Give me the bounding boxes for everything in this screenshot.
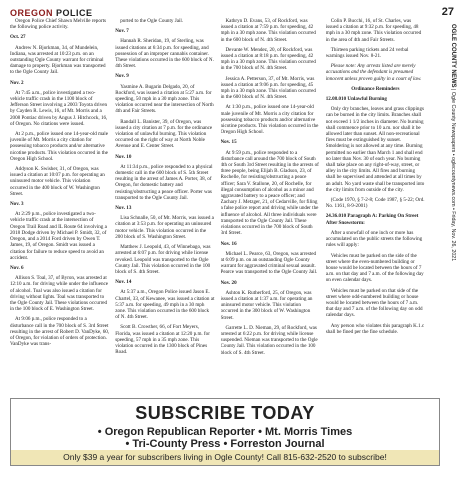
item-heading: Nov. 16 [220,240,237,247]
item-paragraph: (Code 1970, § 7-2-8; Code 1987, § 5-22; Ord. No. 1161, 8-9-2001) [325,197,425,210]
item-paragraph: Any person who violates this paragraph K.1.c shall be fined per the fine schedule. [325,322,425,335]
item-heading: Nov. 9 [115,73,129,80]
item-paragraph: Lisa Schnalle, 50, of Mt. Morris, was issued a citation at 3:53 p.m. for operating an uninsured motor vehicle. This violation occurred in the 200 block of S. Washington Street. [115,215,214,240]
page-sidebar [440,0,458,480]
item-paragraph: Vehicles must be parked on the side of the street where the even-numbered building or house would be located between the hours of 7 a.m. on that day and 7 a.m. of the following day on even calendar days. [325,252,424,284]
section-header-rest: POLICE [56,8,93,18]
item-paragraph: Jessica A. Petterson, 37, of Mt. Morris, was issued a citation at 9:06 p.m. for speeding, 45 mph in a 30 mph zone. This violation occurred in the 600 block of N. 4th Street. [220,75,316,101]
item-heading: Nov. 13 [115,205,132,212]
item-heading: Oct. 27 [10,34,26,41]
item-paragraph: After a snowfall of one inch or more has accumulated on the public streets the following rules will apply: [325,229,423,249]
item-paragraph: Please note: Any arrests listed are merely accusations and the defendant is presumed innocent unless proven guilty in a court of law. [325,63,422,82]
section-header [10,8,93,18]
item-heading: Nov. 10 [115,153,132,160]
section-header-first: OREGON [10,8,54,18]
ad-papers [11,426,439,450]
item-paragraph: At 9:06 p.m., police responded to a disturbance call in the 700 block of S. 3rd Street resulting in the arrest of Robert D. VanDyke, 60, of Oregon, for violation of orders of protection. VanDyke was trans- [10,316,110,348]
item-paragraph: ported to the Ogle County Jail. [120,18,184,24]
item-paragraph: Colin P. Bucchi, 16, of St. Charles, was issued a citation at 9:32 p.m. for speeding, 48 mph in a 30 mph zone. This violation occurred in the area of 4th and Fair Streets. [325,18,422,43]
publication-name: OGLE COUNTY NEWS [450,24,456,88]
item-paragraph: Michael L. Pearce, 63, Oregon, was arrested at 6:09 p.m. on an outstanding Ogle County warrant for aggravated criminal sexual assault. Pearce was transported to the Ogle County Jail. [220,250,318,276]
item-heading: Nov. 20 [220,279,237,286]
column-2 [115,18,214,398]
item-heading: Nov. 7 [115,28,129,35]
item-heading: 24.36.010 Paragraph A: Parking On Street After Snowstorm: [325,213,419,226]
item-paragraph: Oregon Police Chief Shawn Melville reports the following police activity. [10,18,106,31]
subscribe-ad [10,398,440,466]
column-4 [326,18,425,398]
item-paragraph: At 7:45 a.m., police investigated a two-vehicle traffic crash in the 1100 block of Jefferson Street involving a 2003 Toyota driven by Cayden R. Lewis, 16, of Mt. Morris and a 2008 Pontiac driven by Angus J. Hitchcock, 16, of Oregon. No citations were issued. [10,89,108,127]
item-paragraph: Scott B. Crowther, 66, of Fort Meyers, Florida, was issued a citation at 12:20 p.m. for speeding, 57 mph in a 35 mph zone. This violation occurred in the 1300 block of Pines Road. [115,324,210,356]
ad-title: SUBSCRIBE TODAY [135,403,315,423]
item-paragraph: Devante W. Mendez, 20, of Rockford, was issued a citation at 8:18 p.m. for speeding, 42 mph in a 30 mph zone. This violation occurred in the 700 block of N. 4th Street. [220,46,316,72]
item-paragraph: At 11:34 p.m., police responded to a physical domestic call in the 600 block of S. 5th Street resulting in the arrest of James A. Porter, 38, of Oregon, for domestic battery and resisting/obstructing a peace officer. Porter was transported to the Ogle County Jail. [115,163,213,201]
item-paragraph: Andrew N. Bjorkman, 34, of Mundelein, Indiana, was arrested at 10:23 p.m. on an outstanding Ogle County warrant for criminal damage to property. Bjorkman was transported to the Ogle County Jail. [10,44,106,76]
publication-info [442,24,456,324]
item-heading: Nov. 14 [115,279,132,286]
item-paragraph: Thirteen parking tickets and 24 verbal warnings issued Nov. 8-21. [325,46,409,60]
column-1 [10,18,109,398]
article-columns [10,18,425,398]
item-paragraph: Garrette L. D. Nieman, 29, of Rockford, was arrested at 6:22 p.m. for driving while license suspended. Nieman was transported to the Ogle County Jail. This violation occurred in the 100 block of S. 4th Street. [220,324,318,356]
ad-papers-line: • Oregon Republican Reporter • Mt. Morris Times [97,426,353,438]
item-heading: 12.08.010 Unlawful Burning [325,96,387,103]
item-paragraph: At 2 p.m., police issued one 14-year-old male juvenile of Mt. Morris a city citation for possessing tobacco products and/or alternative nicotine products. This violation occurred in the Oregon High School. [10,131,108,162]
item-paragraph: Kathryn D. Evans, 53, of Rockford, was issued a citation at 7:59 p.m. for speeding, 42 mph in a 30 mph zone. This violation occurred in the 600 block of N. 4th Street. [220,18,316,43]
item-paragraph: Ordinance Reminders [351,85,400,92]
item-paragraph: Matthew J. Leopold, 43, of Winnebago, was arrested at 6:07 p.m. for driving while license revoked. Leopold was transported to the Ogle County Jail. This violation occurred in the 100 block of S. 4th Street. [115,244,211,275]
item-paragraph: Yasmine A. Bugarin Delgado, 20, of Rockford, was issued a citation at 5:27 a.m. for speeding, 50 mph in a 30 mph zone. This violation occurred near the intersection of North 4th and Fair Streets. [115,83,214,115]
item-paragraph: Ashton K. Rutherford, 25, of Oregon, was issued a citation at 1:37 a.m. for operating an uninsured motor vehicle. This violation occurred in the 300 block of W. Washington Street. [220,289,313,321]
publication-details: | Ogle County Newspapers • oglecountynews.com • Friday, Nov. 26, 2021 [450,87,456,262]
item-paragraph: Allison S. Toal, 37, of Byron, was arrested at 12:10 a.m. for driving while under the influence of alcohol. Toal was also issued a citation for driving without lights. Toal was transported to the Ogle County Jail. These violations occurred in the 100 block of E. Washington Street. [10,275,109,313]
ad-papers-line: • Tri-County Press • Forreston Journal [125,438,325,450]
item-paragraph: Vehicles must be parked on that side of the street where odd-numbered building or house would be located between the hours of 7 a.m. that day and 7 a.m. of the following day on odd calendar days. [325,287,423,319]
item-heading: Nov. 2 [10,79,24,86]
item-heading: Nov. 15 [220,139,237,146]
item-paragraph: Only dry branches, leaves and grass clippings can be burned in the city limits. Branches shall not exceed 1 1/2 inches in diameter. No burning shall commence prior to 10 a.m. nor shall it be allowed later than sunset. All non-recreational fires must be extinguished by sunset. Smoldering is not allowed at any time. Burning permitted no earlier than March 1 and shall end no later than Nov. 30 of each year. No burning shall take place on any right-of-way, street, or alley in the city limits. All fires and burning shall be supervised and attended at all times by an adult. No yard waste shall be transported into the city limits from outside of the city. [325,106,425,193]
column-3 [221,18,320,398]
item-heading: Nov. 3 [10,201,24,208]
item-paragraph: Randall L. Banister, 39, of Oregon, was issued a city citation at 7 p.m. for the ordinance violation of unlawful burning. This violation occurred on the right of way at North Noble Avenue and E. Center Street. [115,118,213,150]
page-number: 27 [441,6,454,18]
item-paragraph: At 9:59 p.m., police responded to a disturbance call around the 700 block of South 4th or South 3rd Street resulting in the arrests of three people, being Elijah B. Gladson, 23, of Rochelle, for resisting/obstructing a peace officer; Sara V. Stallone, 20, of Rochelle, for illegal consumption of alcohol as a minor and aggravated battery to a peace officer; and Zachary J. Metzger, 21, of Cedarville, for filing a false police report and driving while under the influence of alcohol. All three individuals were transported to the Ogle County Jail. These violations occurred in the 700 block of South 3rd Street. [220,149,319,237]
item-paragraph: At 1:30 p.m., police issued one 14-year-old male juvenile of Mt. Morris a city citation for possessing tobacco products and/or alternative nicotine products. This violation occurred in the Oregon High School. [220,104,319,136]
item-paragraph: Hannah R. Sheridan, 19, of Sterling, was issued citations at 6:34 p.m. for speeding, and possession of an improper cannabis container. These violations occurred in the 600 block of N. 4th Street. [115,38,214,70]
item-heading: Nov. 6 [10,264,24,271]
item-paragraph: At 5:37 a.m., Oregon Police issued Jason E. Chartel, 33, of Kewanee, was issued a citation at 5:37 a.m. for speeding, 49 mph in a 30 mph zone. This violation occurred in the 600 block of N. 4th Street. [115,289,215,321]
item-paragraph: Addyson K. Swisher, 31, of Oregon, was issued a citation at 10:07 p.m. for operating an uninsured motor vehicle. This violation occurred in the 400 block of W. Washington Street. [10,166,105,197]
item-paragraph: At 2:29 p.m., police investigated a two-vehicle traffic crash at the intersection of Oregon Trail Road and IL Route 64 involving a 2018 Dodge driven by Michael P. Smidt, 32, of Oregon, and a 2014 Ford driven by Owen T. James, 19, of Oregon. Smidt was issued a citation for failure to reduce speed to avoid an accident. [10,211,107,261]
ad-offer: Only $39 a year for subscribers living in Ogle County! Call 815-632-2520 to subscribe! [11,450,439,465]
